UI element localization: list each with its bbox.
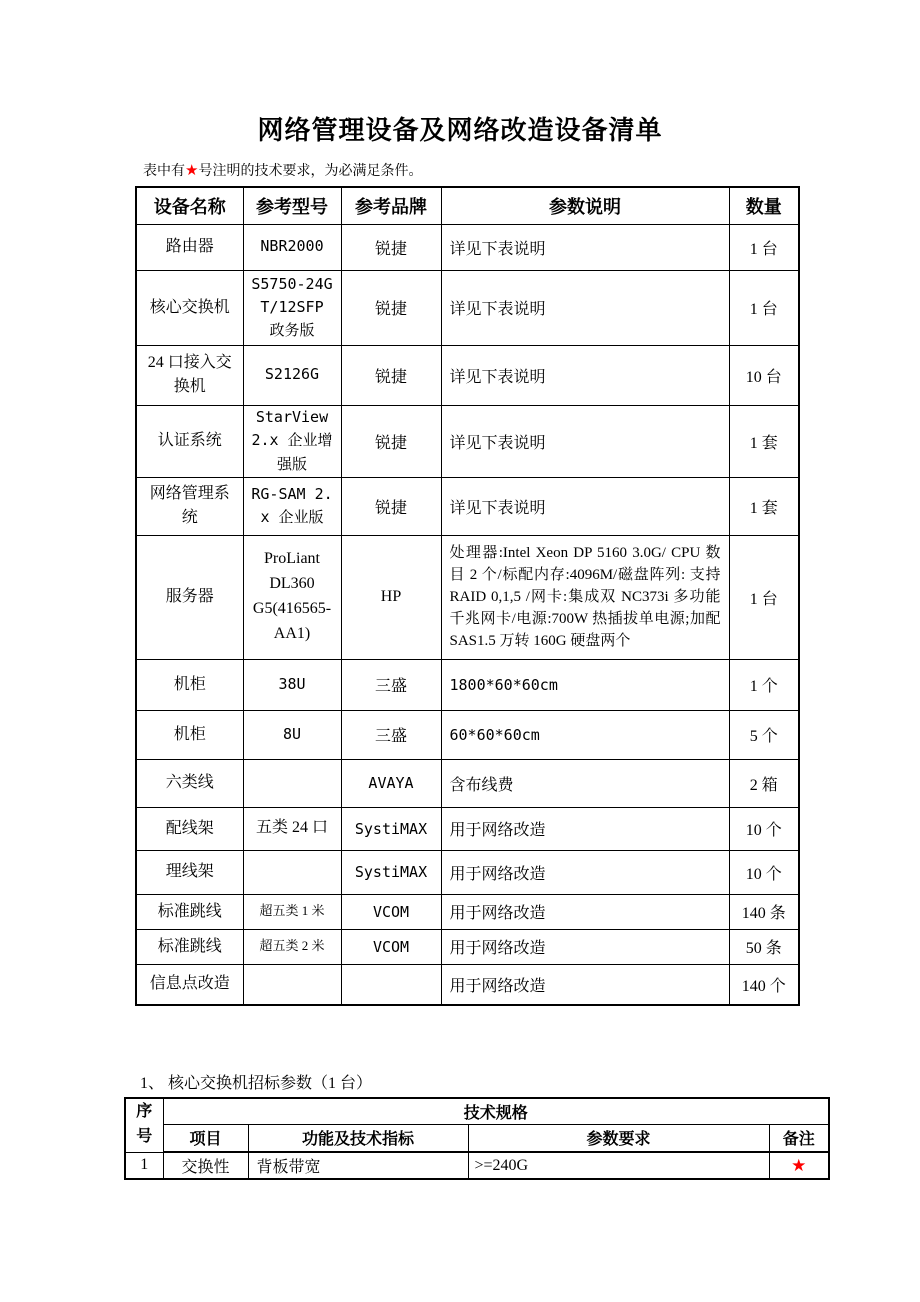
- ref-model-cell: 五类 24 口: [243, 807, 341, 850]
- ref-model-cell: [243, 850, 341, 894]
- param-desc-cell: 详见下表说明: [441, 405, 729, 477]
- star-icon: ★: [185, 163, 199, 179]
- ref-brand-cell: VCOM: [341, 929, 441, 964]
- device-name-cell: 24 口接入交换机: [136, 345, 243, 405]
- table-row: [136, 894, 799, 929]
- ref-brand-cell: VCOM: [341, 894, 441, 929]
- quantity-cell: 10 个: [729, 850, 799, 894]
- spec-subheader-requirement: 参数要求: [468, 1124, 769, 1152]
- table-row: [136, 850, 799, 894]
- device-name-cell: 网络管理系统: [136, 477, 243, 535]
- device-name-cell: 核心交换机: [136, 270, 243, 345]
- device-name-cell: 认证系统: [136, 405, 243, 477]
- equipment-table: [135, 186, 800, 1006]
- param-desc-cell: 用于网络改造: [441, 929, 729, 964]
- quantity-cell: 1 套: [729, 477, 799, 535]
- spec-group-header-row: [125, 1098, 829, 1124]
- param-desc-cell: 用于网络改造: [441, 964, 729, 1005]
- ref-model-cell: 超五类 1 米: [243, 894, 341, 929]
- param-desc-cell: 详见下表说明: [441, 224, 729, 270]
- quantity-cell: 1 台: [729, 270, 799, 345]
- section-heading: 1、 核心交换机招标参数（1 台）: [140, 1075, 373, 1092]
- equipment-header-brand: 参考品牌: [341, 187, 441, 224]
- ref-model-cell: S5750-24GT/12SFP 政务版: [243, 270, 341, 345]
- table-row: [136, 224, 799, 270]
- param-desc-cell: 用于网络改造: [441, 894, 729, 929]
- table-row: [136, 929, 799, 964]
- quantity-cell: 1 台: [729, 224, 799, 270]
- note-suffix: 号注明的技术要求，为必满足条件。: [198, 164, 423, 179]
- spec-subheader-indicator: 功能及技术指标: [248, 1124, 468, 1152]
- spec-requirement-cell: >=240G: [468, 1152, 769, 1179]
- table-row: [136, 659, 799, 710]
- equipment-header-name: 设备名称: [136, 187, 243, 224]
- param-desc-cell: 含布线费: [441, 759, 729, 807]
- ref-brand-cell: 锐捷: [341, 405, 441, 477]
- param-desc-cell: 详见下表说明: [441, 270, 729, 345]
- spec-subheader-row: [125, 1124, 829, 1152]
- ref-brand-cell: AVAYA: [341, 759, 441, 807]
- quantity-cell: 10 台: [729, 345, 799, 405]
- remark-star-icon: ★: [769, 1152, 829, 1179]
- device-name-cell: 理线架: [136, 850, 243, 894]
- device-name-cell: 信息点改造: [136, 964, 243, 1005]
- param-desc-cell: 详见下表说明: [441, 477, 729, 535]
- table-row: [136, 345, 799, 405]
- spec-item-cell: 交换性: [163, 1152, 248, 1179]
- ref-model-cell: NBR2000: [243, 224, 341, 270]
- device-name-cell: 六类线: [136, 759, 243, 807]
- device-name-cell: 机柜: [136, 710, 243, 759]
- equipment-header-desc: 参数说明: [441, 187, 729, 224]
- spec-serial-cell: 1: [125, 1152, 163, 1179]
- requirement-note: [143, 160, 422, 180]
- param-desc-cell: 60*60*60cm: [441, 710, 729, 759]
- ref-brand-cell: 锐捷: [341, 270, 441, 345]
- param-desc-cell: 详见下表说明: [441, 345, 729, 405]
- ref-model-cell: StarView 2.x 企业增强版: [243, 405, 341, 477]
- spec-subheader-item: 项目: [163, 1124, 248, 1152]
- ref-model-cell: 38U: [243, 659, 341, 710]
- ref-model-cell: 8U: [243, 710, 341, 759]
- table-row: [136, 477, 799, 535]
- spec-table: [124, 1097, 830, 1180]
- equipment-header-model: 参考型号: [243, 187, 341, 224]
- ref-model-cell: 超五类 2 米: [243, 929, 341, 964]
- table-row: [136, 405, 799, 477]
- ref-brand-cell: HP: [341, 535, 441, 659]
- device-name-cell: 服务器: [136, 535, 243, 659]
- table-row: [136, 710, 799, 759]
- ref-model-cell: ProLiant DL360 G5(416565-AA1): [243, 535, 341, 659]
- device-name-cell: 标准跳线: [136, 929, 243, 964]
- page-title: 网络管理设备及网络改造设备清单: [257, 116, 663, 145]
- table-row: [136, 535, 799, 659]
- quantity-cell: 1 台: [729, 535, 799, 659]
- param-desc-cell: 处理器:Intel Xeon DP 5160 3.0G/ CPU 数目 2 个/标配内存:4096M/磁盘阵列: 支持 RAID 0,1,5 /网卡:集成双 NC373i 多功能千兆网卡/电源:700W 热插拔单电源;加配 SAS1.5 万转 160G 硬盘两个: [441, 535, 729, 659]
- quantity-cell: 140 条: [729, 894, 799, 929]
- spec-serial-header: 序号: [125, 1098, 163, 1152]
- table-row: [136, 807, 799, 850]
- param-desc-cell: 用于网络改造: [441, 807, 729, 850]
- table-row: [136, 759, 799, 807]
- quantity-cell: 5 个: [729, 710, 799, 759]
- quantity-cell: 1 套: [729, 405, 799, 477]
- table-row: [136, 270, 799, 345]
- ref-brand-cell: 三盛: [341, 710, 441, 759]
- quantity-cell: 140 个: [729, 964, 799, 1005]
- param-desc-cell: 1800*60*60cm: [441, 659, 729, 710]
- ref-brand-cell: [341, 964, 441, 1005]
- quantity-cell: 10 个: [729, 807, 799, 850]
- equipment-header-qty: 数量: [729, 187, 799, 224]
- note-prefix: 表中有: [143, 164, 185, 179]
- ref-brand-cell: 锐捷: [341, 345, 441, 405]
- spec-group-header: 技术规格: [163, 1098, 829, 1124]
- device-name-cell: 路由器: [136, 224, 243, 270]
- device-name-cell: 标准跳线: [136, 894, 243, 929]
- spec-subheader-remark: 备注: [769, 1124, 829, 1152]
- ref-model-cell: [243, 759, 341, 807]
- table-row: [136, 964, 799, 1005]
- quantity-cell: 2 箱: [729, 759, 799, 807]
- ref-brand-cell: SystiMAX: [341, 807, 441, 850]
- ref-brand-cell: SystiMAX: [341, 850, 441, 894]
- ref-model-cell: S2126G: [243, 345, 341, 405]
- device-name-cell: 配线架: [136, 807, 243, 850]
- quantity-cell: 50 条: [729, 929, 799, 964]
- ref-model-cell: [243, 964, 341, 1005]
- equipment-header-row: [136, 187, 799, 224]
- device-name-cell: 机柜: [136, 659, 243, 710]
- ref-brand-cell: 三盛: [341, 659, 441, 710]
- param-desc-cell: 用于网络改造: [441, 850, 729, 894]
- ref-brand-cell: 锐捷: [341, 224, 441, 270]
- quantity-cell: 1 个: [729, 659, 799, 710]
- spec-indicator-cell: 背板带宽: [248, 1152, 468, 1179]
- ref-model-cell: RG-SAM 2.x 企业版: [243, 477, 341, 535]
- spec-row: [125, 1152, 829, 1179]
- ref-brand-cell: 锐捷: [341, 477, 441, 535]
